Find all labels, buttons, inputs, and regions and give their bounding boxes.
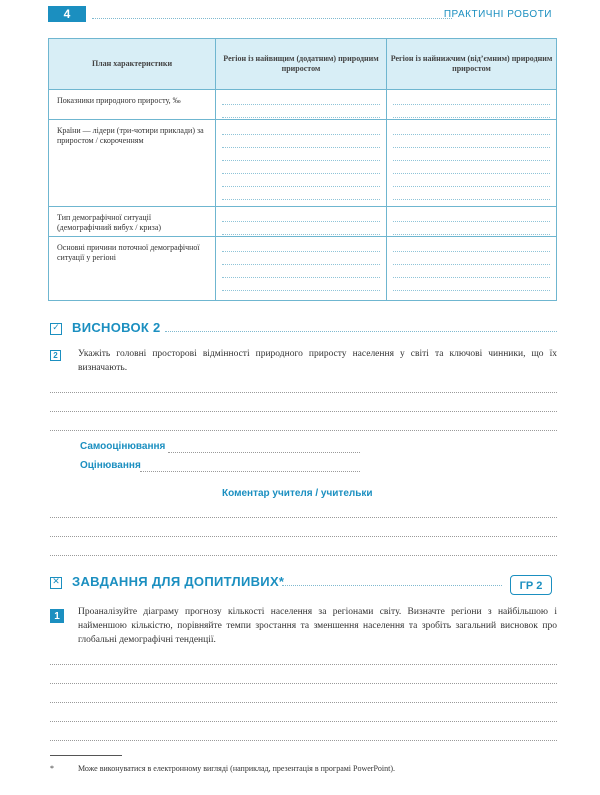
heading-rule bbox=[165, 331, 557, 332]
curious-title: ЗАВДАННЯ ДЛЯ ДОПИТЛИВИХ* bbox=[72, 574, 285, 589]
teacher-comment-label: Коментар учителя / учительки bbox=[222, 488, 373, 499]
assessment-label: Оцінювання bbox=[80, 460, 141, 471]
footnote-text: Може виконуватися в електронному вигляді (наприклад, презентація в програмі PowerPoint). bbox=[78, 764, 396, 773]
answer-cell[interactable] bbox=[387, 237, 557, 301]
answer-cell[interactable] bbox=[216, 237, 387, 301]
answer-cell[interactable] bbox=[387, 120, 557, 207]
answer-cell[interactable] bbox=[216, 90, 387, 120]
conclusion-title: ВИСНОВОК 2 bbox=[72, 320, 161, 335]
group-badge: ГР 2 bbox=[510, 575, 552, 595]
answer-line[interactable] bbox=[50, 702, 557, 703]
row-label: Тип демографічної ситуації (демографічний вибух / криза) bbox=[57, 213, 162, 232]
table-row bbox=[49, 237, 557, 301]
table-row bbox=[49, 90, 557, 120]
checkbox-icon: ✓ bbox=[50, 323, 62, 335]
answer-cell[interactable] bbox=[387, 207, 557, 237]
answer-line[interactable] bbox=[50, 740, 557, 741]
comment-line[interactable] bbox=[50, 517, 557, 518]
row-label: Основні причини поточної демографічної ситуації у регіоні bbox=[57, 243, 200, 262]
task-number-badge: 1 bbox=[50, 609, 64, 623]
footnote-mark: * bbox=[50, 764, 54, 773]
table-header-row bbox=[49, 39, 557, 90]
table-header-lowest: Регіон із найнижчим (від’ємним) природним приростом bbox=[387, 39, 557, 90]
answer-line[interactable] bbox=[50, 430, 557, 431]
answer-line[interactable] bbox=[50, 664, 557, 665]
answer-line[interactable] bbox=[50, 392, 557, 393]
answer-line[interactable] bbox=[50, 683, 557, 684]
cross-box-icon: ✕ bbox=[50, 577, 62, 589]
task-text: Укажіть головні просторові відмінності природного приросту населення у світі та ключові чинники, що їх визначають. bbox=[78, 349, 557, 373]
row-label: Країни — лідери (три-чотири приклади) за приростом / скороченням bbox=[57, 126, 204, 145]
header-rule bbox=[92, 18, 452, 19]
answer-cell[interactable] bbox=[387, 90, 557, 120]
table-row bbox=[49, 207, 557, 237]
table-row bbox=[49, 120, 557, 207]
task-text: Проаналізуйте діаграму прогнозу кількості населення за регіонами світу. Визначте регіони з найбільшою і найменшою кількістю, порівняйте темпи зростання та зменшення населення та зробіть загальний висновок про глобальні демографічні тенденції. bbox=[78, 607, 557, 645]
comment-line[interactable] bbox=[50, 555, 557, 556]
table-header-plan: План характеристики bbox=[49, 39, 216, 90]
footnote-rule bbox=[50, 755, 122, 756]
answer-line[interactable] bbox=[50, 721, 557, 722]
table-header-highest: Регіон із найвищим (додатним) природним приростом bbox=[216, 39, 387, 90]
task-number-badge: 2 bbox=[50, 350, 61, 361]
row-label: Показники природного приросту, ‰ bbox=[57, 96, 181, 105]
answer-cell[interactable] bbox=[216, 120, 387, 207]
comment-line[interactable] bbox=[50, 536, 557, 537]
characteristics-table bbox=[48, 38, 557, 301]
assessment-line[interactable] bbox=[140, 471, 360, 472]
heading-rule bbox=[282, 585, 502, 586]
self-assessment-line[interactable] bbox=[168, 452, 360, 453]
page-number: 4 bbox=[48, 6, 86, 22]
answer-cell[interactable] bbox=[216, 207, 387, 237]
answer-line[interactable] bbox=[50, 411, 557, 412]
self-assessment-label: Самооцінювання bbox=[80, 441, 166, 452]
section-title: ПРАКТИЧНІ РОБОТИ bbox=[443, 9, 552, 20]
